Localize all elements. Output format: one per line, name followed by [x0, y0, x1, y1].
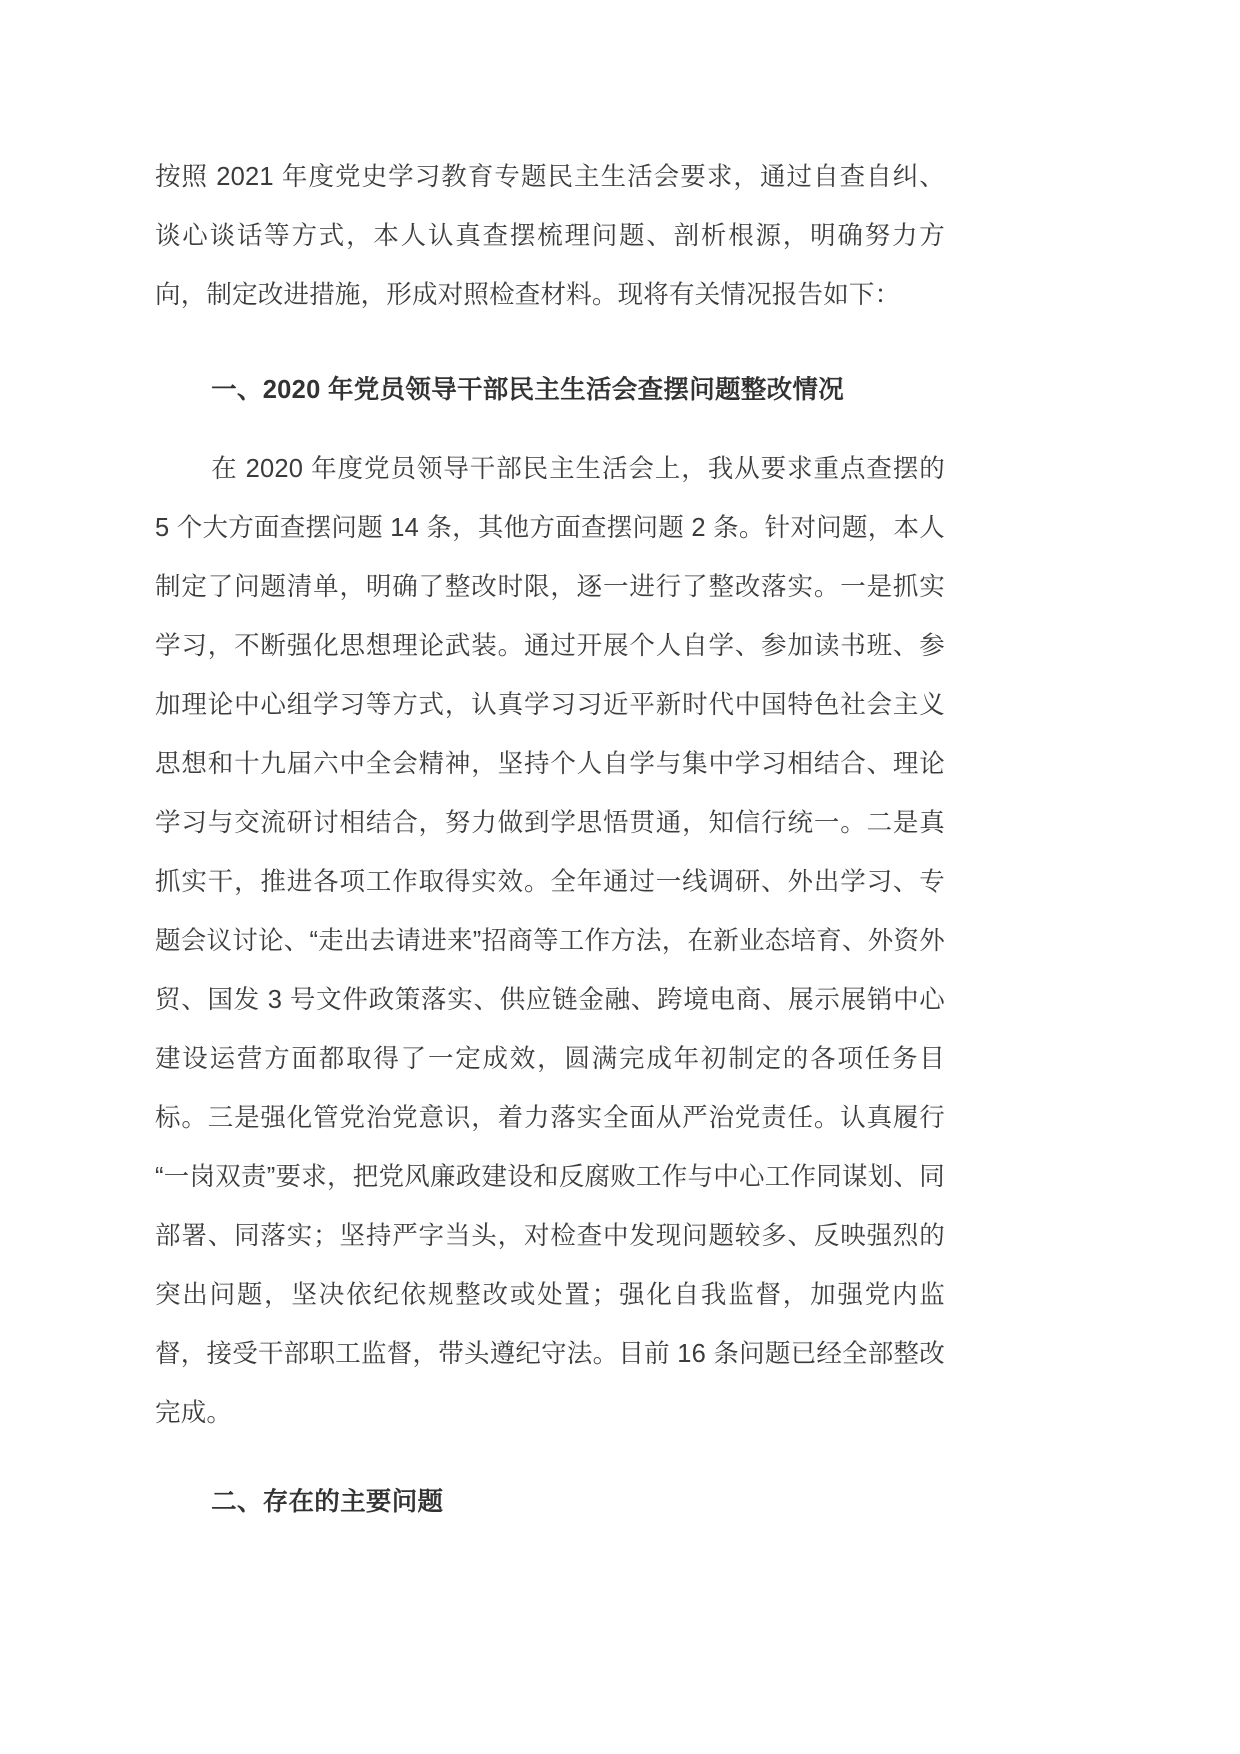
section-one-heading: 一、2020 年党员领导干部民主生活会查摆问题整改情况: [211, 376, 845, 404]
spacer-after-intro: [155, 325, 945, 361]
document-content: [155, 148, 945, 1532]
spacer-before-section-two-heading: [155, 1443, 945, 1473]
section-two-heading: 二、存在的主要问题: [211, 1488, 444, 1516]
intro-paragraph: 按照 2021 年度党史学习教育专题民主生活会要求，通过自查自纠、谈心谈话等方式，本人认真查摆梳理问题、剖析根源，明确努力方向，制定改进措施，形成对照检查材料。现将有关情况报告如下：: [155, 163, 945, 309]
spacer-after-section-one-heading: [155, 420, 945, 440]
section-one-body: 在 2020 年度党员领导干部民主生活会上，我从要求重点查摆的 5 个大方面查摆问题 14 条，其他方面查摆问题 2 条。针对问题，本人制定了问题清单，明确了整改时限，逐一进行了整改落实。一是抓实学习，不断强化思想理论武装。通过开展个人自学、参加读书班、参加理论中心组学习等方式，认真学习习近平新时代中国特色社会主义思想和十九届六中全会精神，坚持个人自学与集中学习相结合、理论学习与交流研讨相结合，努力做到学思悟贯通，知信行统一。二是真抓实干，推进各项工作取得实效。全年通过一线调研、外出学习、专题会议讨论、“走出去请进来”招商等工作方法，在新业态培育、外资外贸、国发 3 号文件政策落实、供应链金融、跨境电商、展示展销中心建设运营方面都取得了一定成效，圆满完成年初制定的各项任务目标。三是强化管党治党意识，着力落实全面从严治党责任。认真履行“一岗双责”要求，把党风廉政建设和反腐败工作与中心工作同谋划、同部署、同落实；坚持严字当头，对检查中发现问题较多、反映强烈的突出问题，坚决依纪依规整改或处置；强化自我监督，加强党内监督，接受干部职工监督，带头遵纪守法。目前 16 条问题已经全部整改完成。: [155, 455, 945, 1427]
